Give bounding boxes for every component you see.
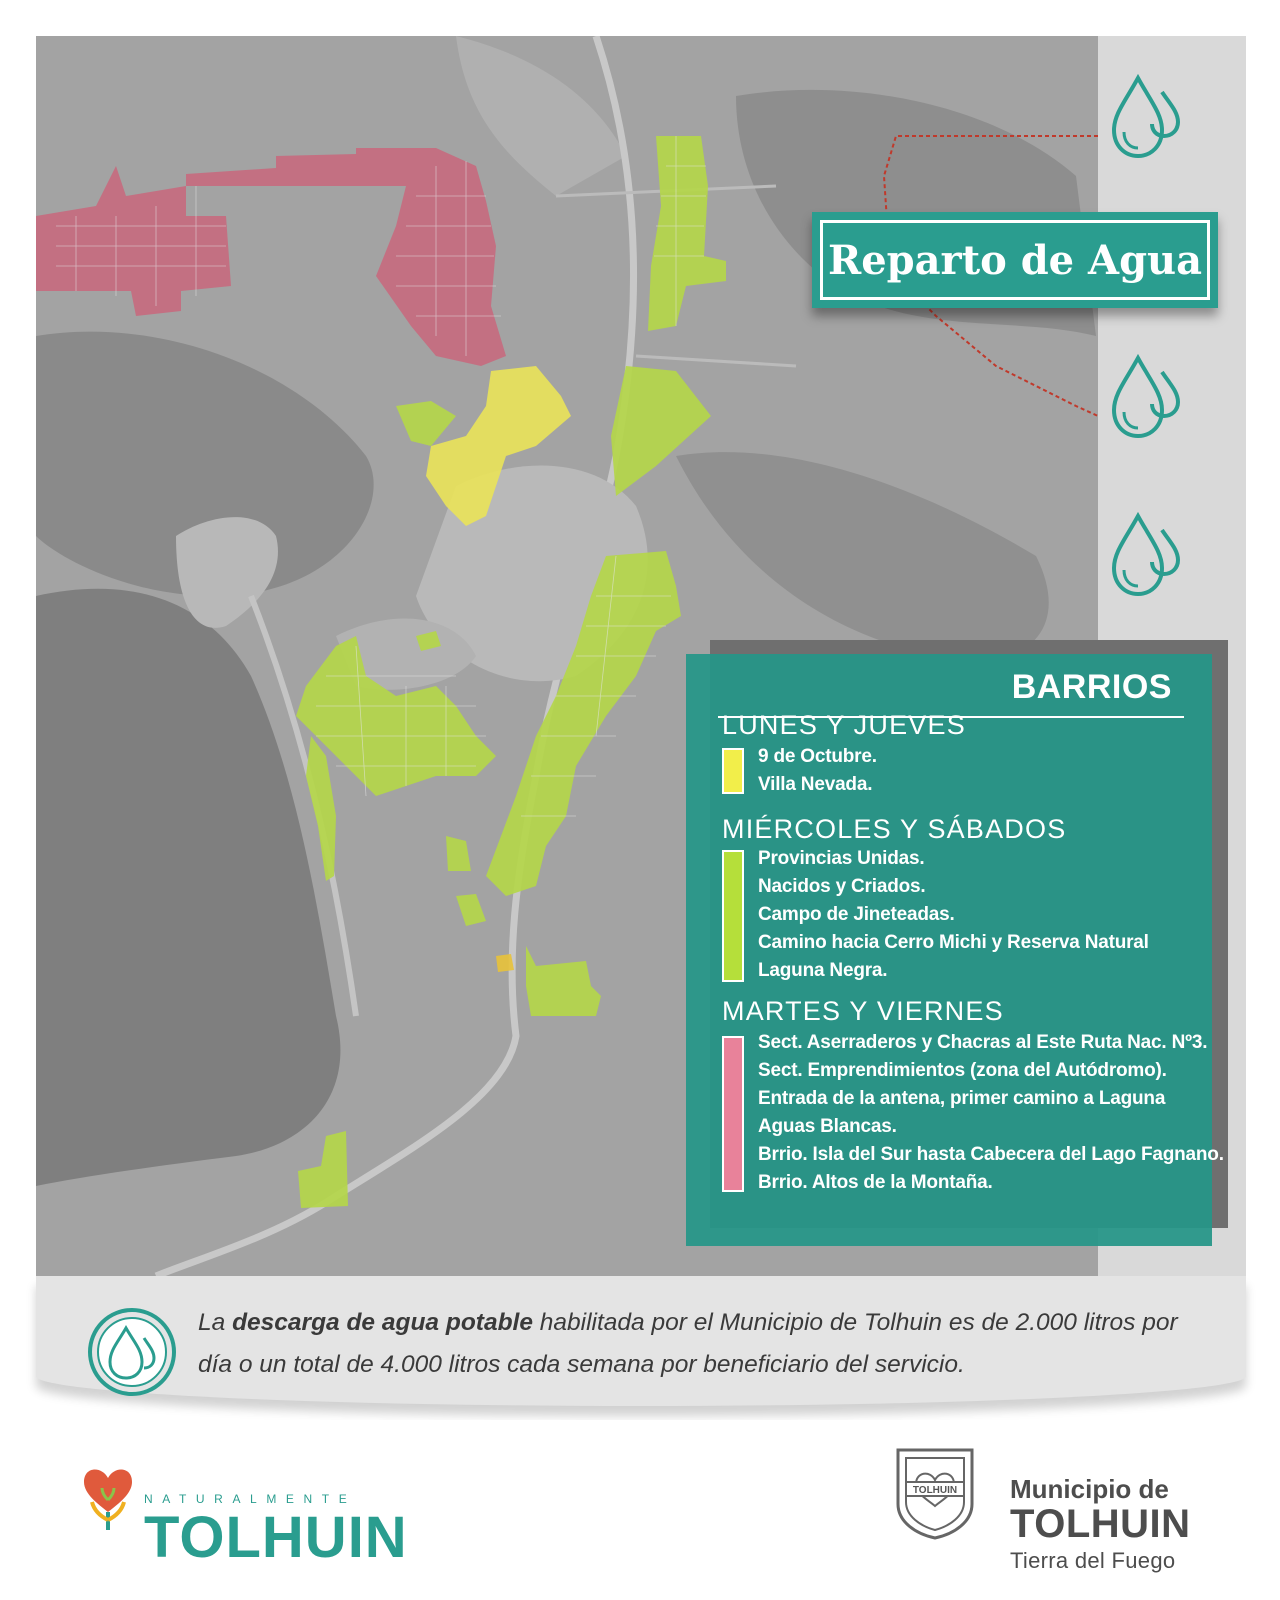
info-text	[198, 1302, 1208, 1386]
municipality-line1: Municipio de	[1010, 1474, 1169, 1504]
heart-leaf-logo	[80, 1460, 136, 1532]
legend-item: Entrada de la antena, primer camino a Laguna	[758, 1088, 1166, 1109]
legend-heading: BARRIOS	[1011, 668, 1172, 706]
brand-name: TOLHUIN	[144, 1505, 408, 1570]
water-drop-icon	[1110, 66, 1184, 162]
legend-group-title: MARTES Y VIERNES	[722, 996, 1004, 1026]
water-drop-icon	[86, 1306, 178, 1398]
legend-panel	[686, 654, 1224, 1246]
brand-tagline: NATURALMENTE	[144, 1492, 357, 1506]
info-text-part: habilitada por el Municipio de Tolhuin es de 2.000 litros por día o un total de 4.000 litros cada semana por beneficiario del servicio.	[198, 1309, 1178, 1378]
water-drop-icon	[1110, 346, 1184, 442]
water-drop-icon	[1110, 504, 1184, 600]
title-frame	[820, 220, 1210, 300]
municipal-shield-emblem	[892, 1444, 978, 1540]
legend-item: Villa Nevada.	[758, 774, 873, 795]
page-title: Reparto de Agua	[827, 236, 1203, 284]
legend-item: Laguna Negra.	[758, 960, 888, 981]
legend-item: Aguas Blancas.	[758, 1116, 897, 1137]
info-text-bold: descarga de agua potable	[232, 1309, 533, 1336]
legend-item: Provincias Unidas.	[758, 848, 925, 869]
legend-item: Sect. Emprendimientos (zona del Autódromo).	[758, 1060, 1167, 1081]
legend-item: Sect. Aserraderos y Chacras al Este Ruta Nac. Nº3.	[758, 1032, 1208, 1053]
municipality-name: TOLHUIN	[1010, 1502, 1191, 1546]
legend-item: Campo de Jineteadas.	[758, 904, 955, 925]
info-text-part: La	[198, 1309, 233, 1336]
municipality-region: Tierra del Fuego	[1010, 1548, 1176, 1573]
legend-swatch-green	[722, 850, 744, 982]
legend-swatch-pink	[722, 1036, 744, 1192]
emblem-badge-text: TOLHUIN	[912, 1485, 958, 1496]
legend-item: Nacidos y Criados.	[758, 876, 926, 897]
legend-item: Camino hacia Cerro Michi y Reserva Natural	[758, 932, 1149, 953]
legend-item: Brrio. Altos de la Montaña.	[758, 1172, 993, 1193]
legend-item: Brrio. Isla del Sur hasta Cabecera del Lago Fagnano.	[758, 1144, 1224, 1165]
title-box	[812, 212, 1218, 308]
legend-item: 9 de Octubre.	[758, 746, 877, 767]
legend-group-title: LUNES Y JUEVES	[722, 710, 966, 740]
legend-swatch-yellow	[722, 748, 744, 794]
legend-group-title: MIÉRCOLES Y SÁBADOS	[722, 814, 1067, 844]
